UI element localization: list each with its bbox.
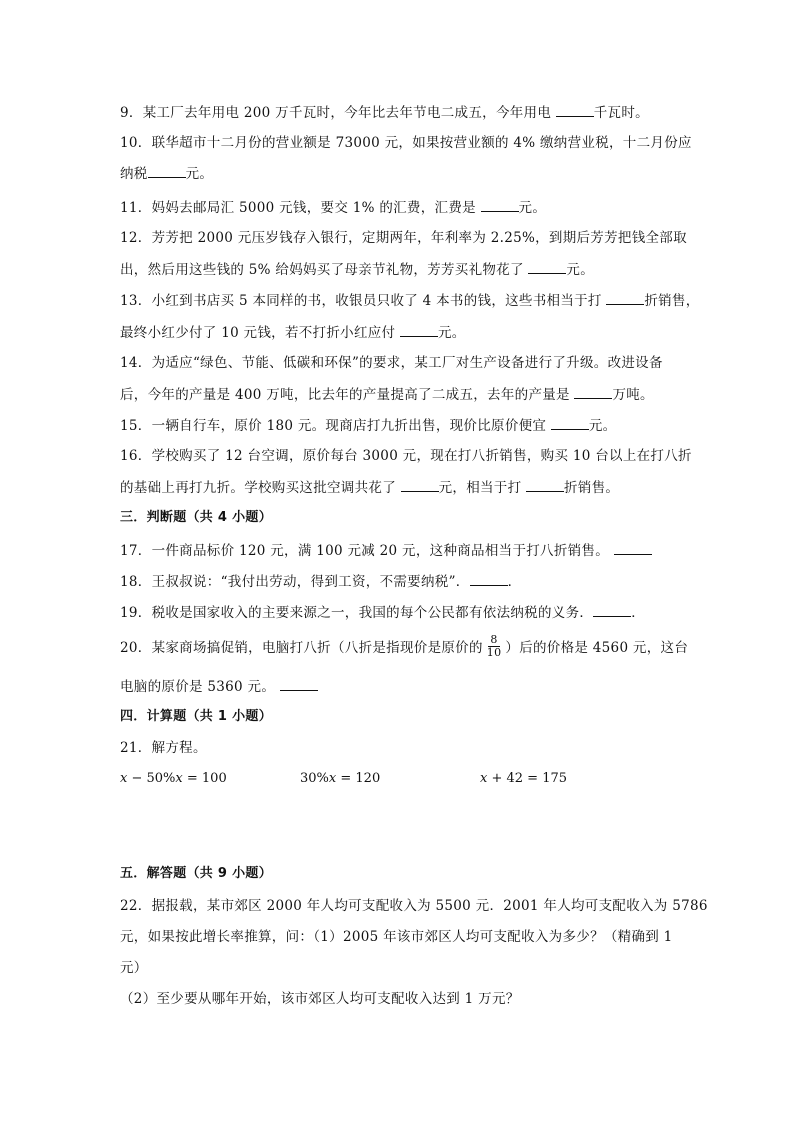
- answer-blank[interactable]: [481, 197, 519, 212]
- question-line: [120, 676, 318, 697]
- question-line: [120, 415, 616, 436]
- line-text: 12．芳芳把 2000 元压岁钱存入银行，定期两年，年利率为 2.25%，到期后芳芳把钱全部取: [120, 230, 687, 246]
- answer-blank[interactable]: [528, 259, 566, 274]
- line-text: 四．计算题（共 1 小题）: [120, 709, 272, 724]
- question-line: [120, 133, 692, 153]
- line-text: 10．联华超市十二月份的营业额是 73000 元，如果按营业额的 4% 缴纳营业税，十二月份应: [120, 135, 692, 151]
- line-text: 折销售，: [644, 293, 700, 309]
- answer-blank[interactable]: [574, 384, 612, 399]
- line-text: 21．解方程。: [120, 740, 207, 756]
- line-text: ．: [507, 574, 522, 590]
- line-text: 折销售。: [564, 480, 620, 496]
- line-text: 元，相当于打: [438, 480, 526, 496]
- line-text: 20．某家商场搞促销，电脑打八折（八折是指现价是原价的: [120, 640, 483, 656]
- line-text: 19．税收是国家收入的主要来源之一，我国的每个公民都有依法纳税的义务．: [120, 605, 594, 621]
- fraction: [485, 634, 504, 659]
- line-text: 13．小红到书店买 5 本同样的书，收银员只收了 4 本书的钱，这些书相当于打: [120, 293, 607, 309]
- line-text: 千瓦时。: [593, 105, 649, 121]
- line-text: 的基础上再打九折。学校购买这批空调共花了: [120, 480, 401, 496]
- question-line: [120, 290, 700, 311]
- question-line: [120, 228, 687, 248]
- question-line: [120, 163, 213, 184]
- line-text: 电脑的原价是 5360 元。: [120, 679, 280, 695]
- line-text: 16．学校购买了 12 台空调，原价每台 3000 元，现在打八折销售，购买 10 台以上在打八折: [120, 448, 692, 464]
- line-text: ）后的价格是 4560 元，这台: [505, 640, 689, 656]
- question-line: [120, 738, 207, 758]
- answer-blank[interactable]: [593, 602, 631, 617]
- line-text: 15．一辆自行车，原价 180 元。现商店打九折出售，现价比原价便宜: [120, 418, 551, 434]
- line-text: 17．一件商品标价 120 元，满 100 元减 20 元，这种商品相当于打八折销售。: [120, 543, 614, 559]
- section-heading: [120, 707, 272, 727]
- line-text: 出，然后用这些钱的 5% 给妈妈买了母亲节礼物，芳芳买礼物花了: [120, 262, 529, 278]
- question-line: [120, 602, 645, 623]
- answer-blank[interactable]: [556, 102, 594, 117]
- line-text: 万吨。: [612, 387, 654, 403]
- section-heading: [120, 508, 272, 528]
- line-text: 三．判断题（共 4 小题）: [120, 510, 272, 525]
- answer-blank[interactable]: [551, 415, 589, 430]
- question-line: [120, 446, 692, 466]
- line-text: 元。: [185, 166, 214, 182]
- question-line: [120, 259, 594, 280]
- line-text: 元。: [518, 200, 547, 216]
- line-text: 18．王叔叔说：“我付出劳动，得到工资，不需要纳税”．: [120, 574, 470, 590]
- answer-blank[interactable]: [606, 290, 644, 305]
- answer-blank[interactable]: [614, 540, 652, 555]
- question-line: [120, 989, 520, 1009]
- line-text: 元。: [437, 325, 466, 341]
- answer-blank[interactable]: [148, 163, 186, 178]
- question-line: [120, 353, 663, 373]
- line-text: （2）至少要从哪年开始，该市郊区人均可支配收入达到 1 万元？: [120, 991, 520, 1007]
- question-line: [120, 927, 673, 947]
- answer-blank[interactable]: [401, 477, 439, 492]
- equation-1: x − 50%x = 100: [120, 771, 227, 786]
- question-line: [120, 197, 546, 218]
- line-text: 14．为适应“绿色、节能、低碳和环保”的要求，某工厂对生产设备进行了升级。改进设备: [120, 355, 663, 371]
- line-text: ．: [631, 605, 645, 621]
- answer-blank[interactable]: [526, 477, 564, 492]
- line-text: 元）: [120, 960, 148, 976]
- answer-blank[interactable]: [280, 676, 318, 691]
- line-text: 后，今年的产量是 400 万吨，比去年的产量提高了二成五，去年的产量是: [120, 387, 575, 403]
- fraction-denominator: 10: [486, 646, 502, 659]
- question-line: [120, 384, 654, 405]
- line-text: 元。: [566, 262, 594, 278]
- question-line: [120, 958, 148, 978]
- question-line: [120, 102, 649, 123]
- line-text: 纳税: [120, 166, 148, 182]
- question-line: [120, 477, 619, 498]
- answer-blank[interactable]: [470, 571, 508, 586]
- question-line: [120, 322, 466, 343]
- line-text: 五．解答题（共 9 小题）: [120, 866, 272, 881]
- line-text: 元，如果按此增长率推算，问：（1）2005 年该市郊区人均可支配收入为多少？（精确到 1: [120, 929, 673, 945]
- question-line: [120, 540, 652, 561]
- line-text: 11．妈妈去邮局汇 5000 元钱，要交 1% 的汇费，汇费是: [120, 200, 481, 216]
- equation-3: x + 42 = 175: [480, 771, 568, 786]
- question-line: [120, 633, 689, 661]
- equation-2: 30%x = 120: [300, 771, 381, 786]
- line-text: 22．据报载，某市郊区 2000 年人均可支配收入为 5500 元．2001 年人均可支配收入为 5786: [120, 898, 708, 914]
- fraction-numerator: 8: [490, 633, 498, 646]
- question-line: [120, 571, 521, 592]
- question-line: [120, 896, 708, 916]
- line-text: 9．某工厂去年用电 200 万千瓦时，今年比去年节电二成五，今年用电: [120, 105, 556, 121]
- line-text: 最终小红少付了 10 元钱，若不打折小红应付: [120, 325, 400, 341]
- line-text: 元。: [588, 418, 617, 434]
- section-heading: [120, 864, 272, 884]
- answer-blank[interactable]: [400, 322, 438, 337]
